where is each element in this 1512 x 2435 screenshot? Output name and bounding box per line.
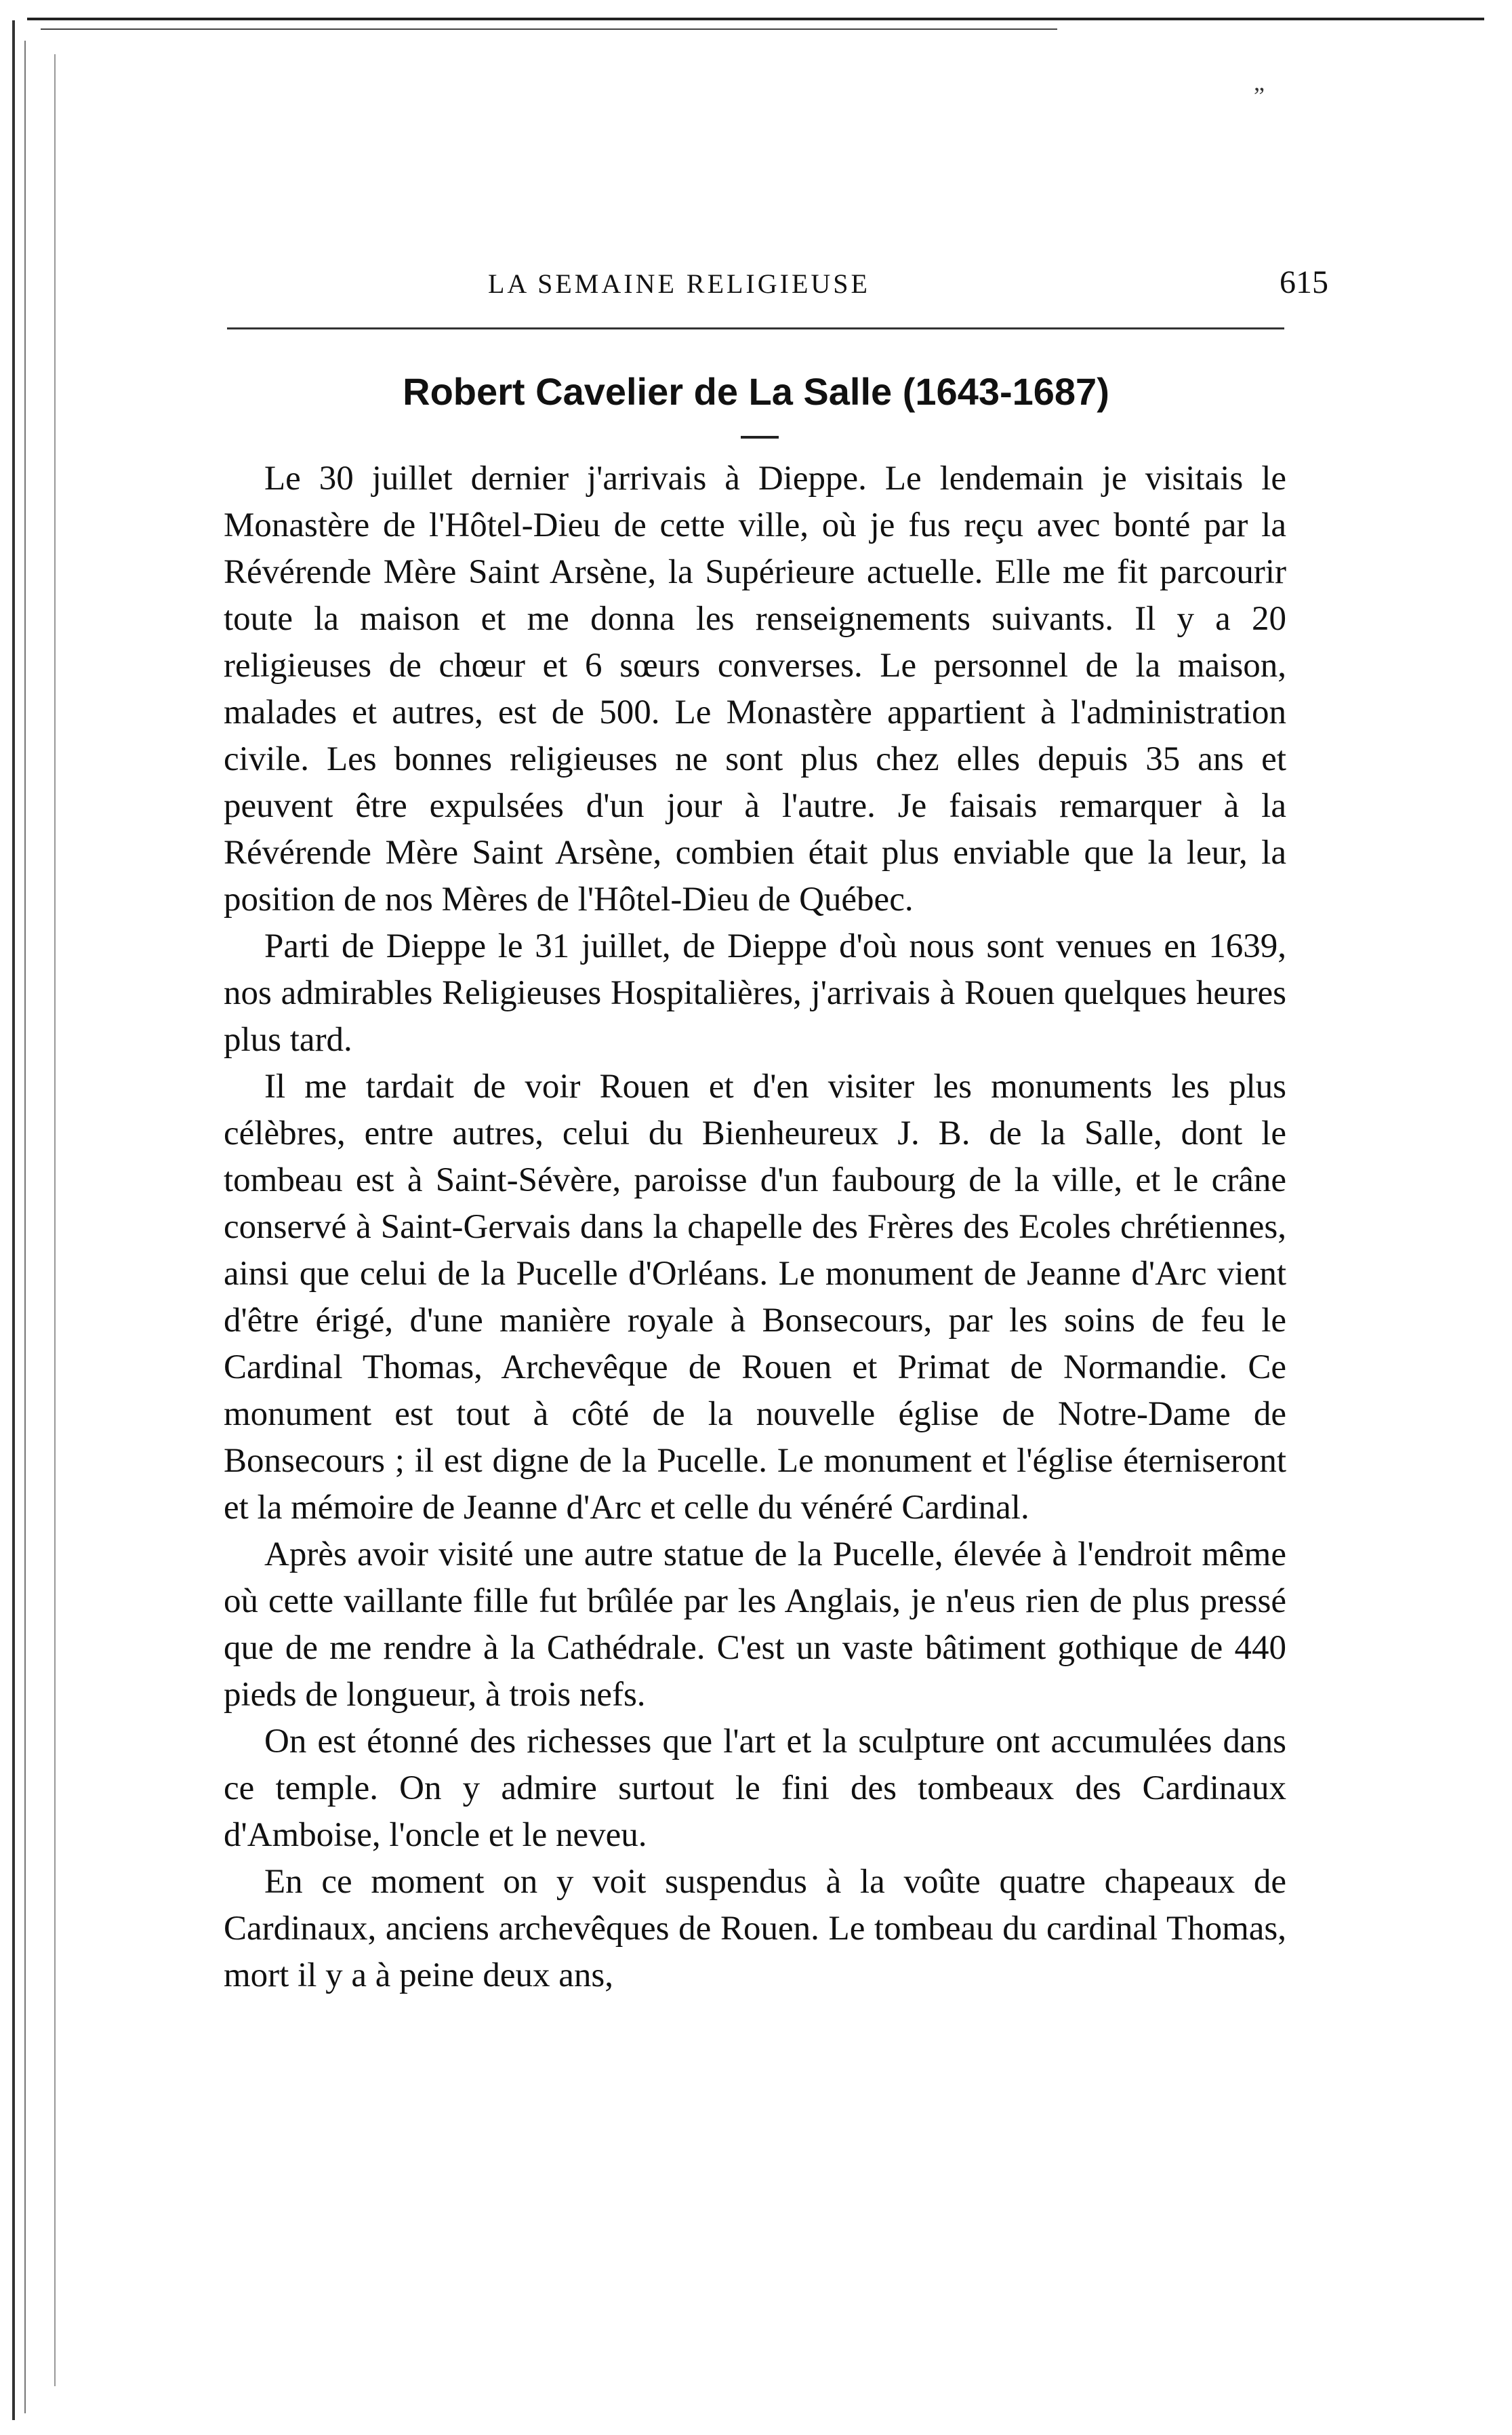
- paragraph: Le 30 juillet dernier j'arrivais à Dieppe. Le lendemain je visitais le Monastère de l'Hôtel-Dieu de cette ville, où je fus reçu avec bonté par la Révérende Mère Saint Arsène, la Supérieure actuelle. Elle me fit parcourir toute la maison et me donna les renseignements suivants. Il y a 20 religieuses de chœur et 6 sœurs converses. Le personnel de la maison, malades et autres, est de 500. Le Monastère appartient à l'administration civile. Les bonnes religieuses ne sont plus chez elles depuis 35 ans et peuvent être expulsées d'un jour à l'autre. Je faisais remarquer à la Révérende Mère Saint Arsène, combien était plus enviable que la leur, la position de nos Mères de l'Hôtel-Dieu de Québec.: [224, 460, 1286, 919]
- margin-mark: „: [1254, 68, 1265, 96]
- article-body: [224, 456, 1286, 1999]
- paragraph: On est étonné des richesses que l'art et la sculpture ont accumulées dans ce temple. On y admire surtout le fini des tombeaux des Cardinaux d'Amboise, l'oncle et le neveu.: [224, 1723, 1286, 1854]
- page-number: 615: [1280, 264, 1328, 300]
- page-edge-top-inner: [41, 28, 1057, 30]
- paragraph: Parti de Dieppe le 31 juillet, de Dieppe d'où nous sont venues en 1639, nos admirables Religieuses Hospitalières, j'arrivais à Rouen quelques heures plus tard.: [224, 927, 1286, 1059]
- title-rule: [741, 436, 779, 439]
- running-head-title: LA SEMAINE RELIGIEUSE: [488, 268, 870, 299]
- running-head: [271, 264, 1328, 308]
- page-edge-top: [27, 18, 1484, 20]
- paragraph: Il me tardait de voir Rouen et d'en visiter les monuments les plus célèbres, entre autres, celui du Bienheureux J. B. de la Salle, dont le tombeau est à Saint-Sévère, paroisse d'un faubourg de la ville, et le crâne conservé à Saint-Gervais dans la chapelle des Frères des Ecoles chrétiennes, ainsi que celui de la Pucelle d'Orléans. Le monument de Jeanne d'Arc vient d'être érigé, d'une manière royale à Bonsecours, par les soins de feu le Cardinal Thomas, Archevêque de Rouen et Primat de Normandie. Ce monument est tout à côté de la nouvelle église de Notre-Dame de Bonsecours ; il est digne de la Pucelle. Le monument et l'église éterniseront et la mémoire de Jeanne d'Arc et celle du vénéré Cardinal.: [224, 1068, 1286, 1527]
- paragraph: En ce moment on y voit suspendus à la voûte quatre chapeaux de Cardinaux, anciens archevêques de Rouen. Le tombeau du cardinal Thomas, mort il y a à peine deux ans,: [224, 1863, 1286, 1994]
- header-rule: [227, 327, 1284, 329]
- paragraph: Après avoir visité une autre statue de la Pucelle, élevée à l'endroit même où cette vaillante fille fut brûlée par les Anglais, je n'eus rien de plus pressé que de me rendre à la Cathédrale. C'est un vaste bâtiment gothique de 440 pieds de longueur, à trois nefs.: [224, 1535, 1286, 1714]
- article-title: Robert Cavelier de La Salle (1643-1687): [403, 370, 1109, 413]
